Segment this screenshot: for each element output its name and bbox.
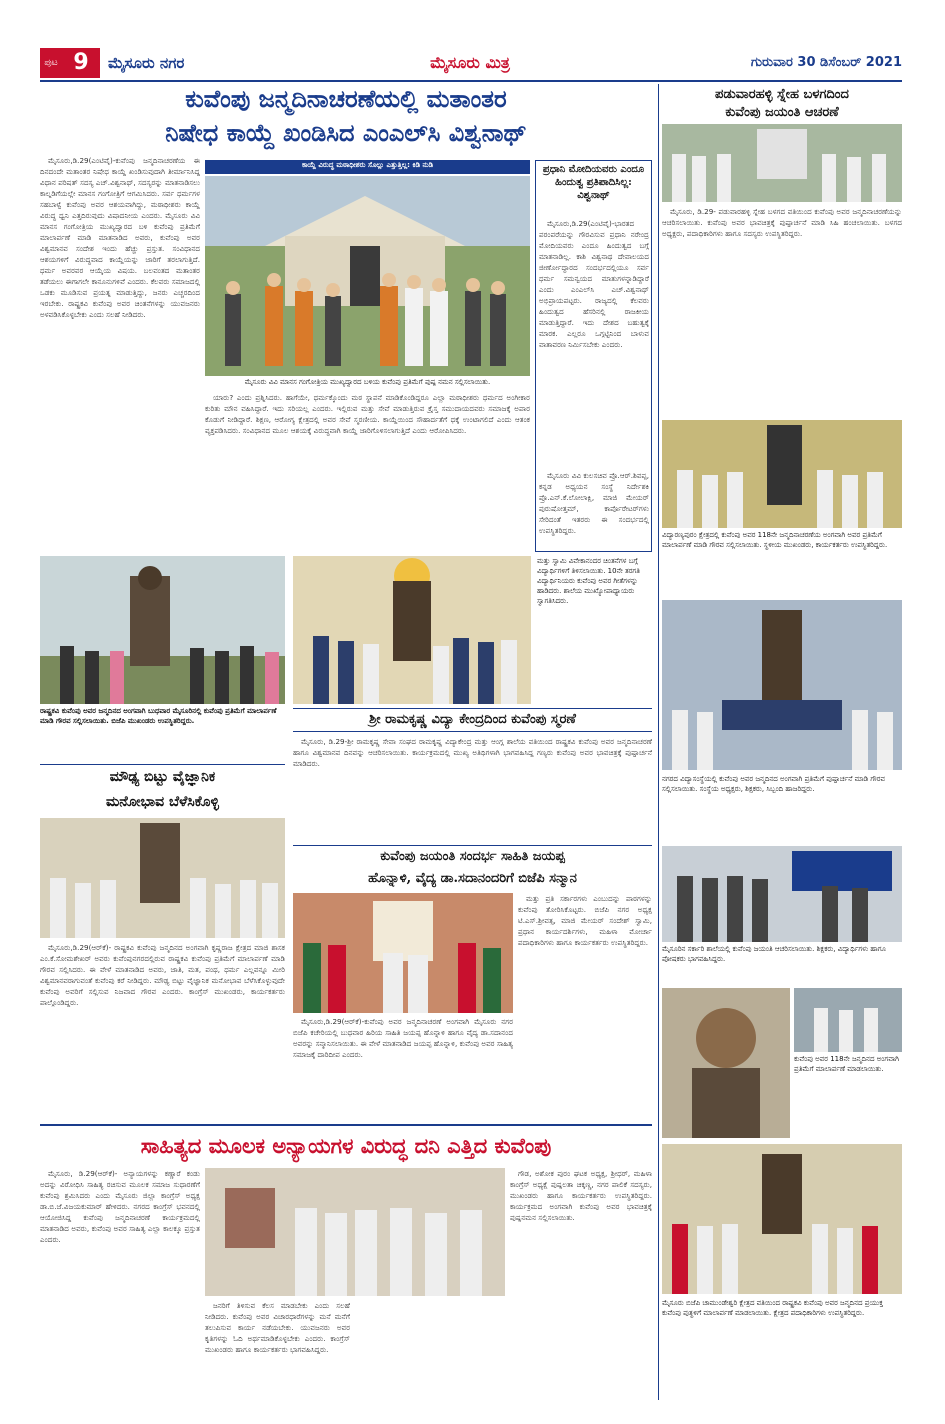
main-article-body-mid: ಯಾರು? ಎಂದು ಪ್ರಶ್ನಿಸಿದರು. ಹಾಗೆಯೇ, ಧರ್ಮಕ್ಕೊಂದು ಮಠ ಸ್ಥಾಪನೆ ಮಾಡಿಕೊಂಡಿದ್ದರೂ ಎಲ್ಲಾ ಮಠಾಧೀಶರು ಧರ್ಮದ ಅಂಗೀಕಾರ ಕುರಿತು ಮೌನ ವಹಿಸಿದ್ದಾರೆ. ಇದು ಸರಿಯಲ್ಲ ಎಂದರು. ಇಲ್ಲಿರುವ ಮತ್ತು ಸೇವೆ ಮಾಡುತ್ತಿರುವ ಕ್ರೈಸ್ತ ಸಮುದಾಯದವರು ಸಮಾಜಕ್ಕೆ ಅಪಾರ ಕೊಡುಗೆ ನೀಡಿದ್ದಾರೆ. ಶಿಕ್ಷಣ, ಆರೋಗ್ಯ ಕ್ಷೇತ್ರದಲ್ಲಿ ಅವರ ಸೇವೆ ಸ್ಮರಣೀಯ. ಕಾಯ್ದೆಯಿಂದ ಸೌಹಾರ್ದತೆಗೆ ಧಕ್ಕೆ ಉಂಟಾಗಲಿದೆ ಎಂದು ಆತಂಕ ವ್ಯಕ್ತಪಡಿಸಿದರು. ಸಂವಿಧಾನದ ಮೂಲ ಆಶಯಕ್ಕೆ ವಿರುದ್ಧವಾಗಿ ಕಾಯ್ದೆ ಜಾರಿಗೊಳಿಸಲಾಗುತ್ತಿದೆ ಎಂದು ಆರೋಪಿಸಿದರು. bbox=[205, 393, 530, 435]
side-article-body: ಮೈಸೂರು,ಡಿ.29(ಎಂಟಿವೈ)-ಭಾರತದ ಪರಂಪರೆಯನ್ನು ಗೌರವಿಸುವ ಪ್ರಧಾನಿ ನರೇಂದ್ರ ಮೋದಿಯವರು ಎಂದೂ ಹಿಂದುತ್ವದ ಬಗ್ಗೆ ಮಾತನಾಡಿಲ್ಲ. ಕಾಶಿ ವಿಶ್ವನಾಥ ದೇವಾಲಯದ ಜೀರ್ಣೋದ್ಧಾರದ ಸಂದರ್ಭದಲ್ಲಿಯೂ ಸರ್ವ ಧರ್ಮ ಸಮನ್ವಯದ ಮಾತುಗಳನ್ನಾಡಿದ್ದಾರೆ ಎಂದು ಎಂಎಲ್‌ಸಿ ಎಚ್.ವಿಶ್ವನಾಥ್ ಅಭಿಪ್ರಾಯಪಟ್ಟರು. ರಾಜ್ಯದಲ್ಲಿ ಕೆಲವರು ಹಿಂದುತ್ವದ ಹೆಸರಿನಲ್ಲಿ ರಾಜಕೀಯ ಮಾಡುತ್ತಿದ್ದಾರೆ. ಇದು ದೇಶದ ಬಹುತ್ವಕ್ಕೆ ಮಾರಕ. ಎಲ್ಲರೂ ಒಗ್ಗಟ್ಟಿನಿಂದ ಬಾಳುವ ವಾತಾವರಣ ನಿರ್ಮಿಸಬೇಕು ಎಂದರು. bbox=[539, 219, 649, 349]
photo-right-7 bbox=[662, 1144, 902, 1294]
bottom-headline: ಸಾಹಿತ್ಯದ ಮೂಲಕ ಅನ್ಯಾಯಗಳ ವಿರುದ್ಧ ದನಿ ಎತ್ತಿದ ಕುವೆಂಪು bbox=[40, 1124, 652, 1166]
jayappa-body: ಮೈಸೂರು,ಡಿ.29(ಆರ್‌ಕೆ)-ಕುವೆಂಪು ಅವರ ಜನ್ಮದಿನಾಚರಣೆ ಅಂಗವಾಗಿ ಮೈಸೂರು ನಗರ ಬಿಜೆಪಿ ಕಚೇರಿಯಲ್ಲಿ ಬುಧವಾರ ಹಿರಿಯ ಸಾಹಿತಿ ಜಯಪ್ಪ ಹೊನ್ನಾಳಿ ಹಾಗೂ ವೈದ್ಯ ಡಾ.ಸದಾನಂದ ಅವರನ್ನು ಸನ್ಮಾನಿಸಲಾಯಿತು. ಈ ವೇಳೆ ಮಾತನಾಡಿದ ಜಯಪ್ಪ ಹೊನ್ನಾಳಿ, ಕುವೆಂಪು ಅವರ ಸಾಹಿತ್ಯ ಸಮಾಜಕ್ಕೆ ದಾರಿದೀಪ ಎಂದರು. bbox=[293, 1017, 513, 1059]
right-caption-4: ಕುವೆಂಪು ಅವರ 118ನೇ ಜನ್ಮದಿನದ ಅಂಗವಾಗಿ ಪ್ರತಿಮೆಗೆ ಮಾಲಾರ್ಪಣೆ ಮಾಡಲಾಯಿತು. bbox=[794, 1054, 902, 1138]
bottom-body-mid: ಜನರಿಗೆ ತಿಳಿಸುವ ಕೆಲಸ ಮಾಡಬೇಕು ಎಂದು ಸಲಹೆ ನೀಡಿದರು. ಕುವೆಂಪು ಅವರ ವಿಚಾರಧಾರೆಗಳನ್ನು ಮನೆ ಮನೆಗೆ ತಲುಪಿಸುವ ಕಾರ್ಯ ನಡೆಯಬೇಕು. ಯುವಜನರು ಅವರ ಕೃತಿಗಳನ್ನು ಓದಿ ಅರ್ಥಮಾಡಿಕೊಳ್ಳಬೇಕು ಎಂದರು. ಕಾಂಗ್ರೆಸ್ ಮುಖಂಡರು ಹಾಗೂ ಕಾರ್ಯಕರ್ತರು ಭಾಗವಹಿಸಿದ್ದರು. bbox=[205, 1301, 350, 1354]
mowdhya-body: ಮೈಸೂರು,ಡಿ.29(ಆರ್‌ಕೆ)- ರಾಷ್ಟ್ರಕವಿ ಕುವೆಂಪು ಜನ್ಮದಿನದ ಅಂಗವಾಗಿ ಕೃಷ್ಣರಾಜ ಕ್ಷೇತ್ರದ ಮಾಜಿ ಶಾಸಕ ಎಂ.ಕೆ.ಸೋಮಶೇಖರ್ ಅವರು ಕುವೆಂಪುನಗರದಲ್ಲಿರುವ ರಾಷ್ಟ್ರಕವಿ ಕುವೆಂಪು ಪ್ರತಿಮೆಗೆ ಮಾಲಾರ್ಪಣೆ ಮಾಡಿ ಗೌರವ ಸಲ್ಲಿಸಿದರು. ಈ ವೇಳೆ ಮಾತನಾಡಿದ ಅವರು, ಜಾತಿ, ಮತ, ಪಂಥ, ಧರ್ಮ ಎಲ್ಲವನ್ನೂ ಮೀರಿ ವಿಶ್ವಮಾನವರಾಗುವಂತೆ ಕುವೆಂಪು ಕರೆ ನೀಡಿದ್ದರು. ಮೌಢ್ಯ ಬಿಟ್ಟು ವೈಜ್ಞಾನಿಕ ಮನೋಭಾವ ಬೆಳೆಸಿಕೊಳ್ಳುವುದೇ ಕುವೆಂಪು ಅವರಿಗೆ ಸಲ್ಲಿಸುವ ನಿಜವಾದ ಗೌರವ ಎಂದರು. ಕಾಂಗ್ರೆಸ್ ಮುಖಂಡರು, ಕಾರ್ಯಕರ್ತರು ಪಾಲ್ಗೊಂಡಿದ್ದರು. bbox=[40, 943, 285, 1007]
main-photo-caption: ಕಾಯ್ದೆ ವಿರುದ್ಧ ಮಠಾಧೀಶರು ಸೊಲ್ಲು ಎತ್ತುತ್ತಿಲ್ಲ: ಕಿಡಿ ನುಡಿ bbox=[205, 160, 530, 174]
bottom-body-right: ಗೌಡ, ಅಶೋಕ ಪುರಂ ಘಟಕ ಅಧ್ಯಕ್ಷ, ಶ್ರೀಧರ್, ಮಹಿಳಾ ಕಾಂಗ್ರೆಸ್ ಅಧ್ಯಕ್ಷೆ ಪುಷ್ಪಲತಾ ಚಿಕ್ಕಣ್ಣ, ನಗರ ಪಾಲಿಕೆ ಸದಸ್ಯರು, ಮುಖಂಡರು ಹಾಗೂ ಕಾರ್ಯಕರ್ತರು ಉಪಸ್ಥಿತರಿದ್ದರು. ಕಾರ್ಯಕ್ರಮದ ಅಂಗವಾಗಿ ಕುವೆಂಪು ಅವರ ಭಾವಚಿತ್ರಕ್ಕೆ ಪುಷ್ಪನಮನ ಸಲ್ಲಿಸಲಾಯಿತು. bbox=[510, 1169, 652, 1222]
photo-jayappa bbox=[293, 893, 513, 1013]
jayappa-body-2: ಮತ್ತು ಪ್ರತಿ ಸರ್ಕಾರಗಳು ಎಂಬುದನ್ನು ಪಾಠಗಳನ್ನು ಕುವೆಂಪು ತೋರಿಸಿಕೊಟ್ಟರು. ಬಿಜೆಪಿ ನಗರ ಅಧ್ಯಕ್ಷ ಟಿ.ಎಸ್.ಶ್ರೀವತ್ಸ, ಮಾಜಿ ಮೇಯರ್ ಸಂದೇಶ್ ಸ್ವಾಮಿ, ಪ್ರಧಾನ ಕಾರ್ಯದರ್ಶಿಗಳು, ಮಹಿಳಾ ಮೋರ್ಚಾ ಪದಾಧಿಕಾರಿಗಳು ಹಾಗೂ ಕಾರ್ಯಕರ್ತರು ಉಪಸ್ಥಿತರಿದ್ದರು. bbox=[518, 894, 652, 947]
column-divider bbox=[658, 84, 659, 1400]
photo-bottom bbox=[205, 1168, 505, 1296]
right-caption-5: ಮೈಸೂರು ಬಿಜೆಪಿ ಚಾಮುಂಡೇಶ್ವರಿ ಕ್ಷೇತ್ರದ ವತಿಯಿಂದ ರಾಷ್ಟ್ರಕವಿ ಕುವೆಂಪು ಅವರ ಜನ್ಮದಿನದ ಪ್ರಯುಕ್ತ ಕುವೆಂಪು ಪುತ್ಥಳಿಗೆ ಮಾಲಾರ್ಪಣೆ ಮಾಡಲಾಯಿತು. ಕ್ಷೇತ್ರದ ಪದಾಧಿಕಾರಿಗಳು ಉಪಸ್ಥಿತರಿದ್ದರು. bbox=[662, 1298, 902, 1400]
photo-right-4 bbox=[662, 846, 902, 942]
jayappa-headline-1: ಕುವೆಂಪು ಜಯಂತಿ ಸಂದರ್ಭ ಸಾಹಿತಿ ಜಯಪ್ಪ bbox=[293, 845, 652, 868]
issue-date: ಗುರುವಾರ 30 ಡಿಸೆಂಬರ್ 2021 bbox=[750, 55, 902, 70]
right-caption-3: ಮೈಸೂರಿನ ಸರ್ಕಾರಿ ಶಾಲೆಯಲ್ಲಿ ಕುವೆಂಪು ಜಯಂತಿ ಆಚರಿಸಲಾಯಿತು. ಶಿಕ್ಷಕರು, ವಿದ್ಯಾರ್ಥಿಗಳು ಹಾಗೂ ಪೋಷಕರು ಭಾಗವಹಿಸಿದ್ದರು. bbox=[662, 944, 902, 984]
main-photo bbox=[205, 176, 530, 376]
page-number: 9 bbox=[62, 48, 100, 78]
right-caption-2: ನಗರದ ವಿದ್ಯಾಸಂಸ್ಥೆಯಲ್ಲಿ ಕುವೆಂಪು ಅವರ ಜನ್ಮದಿನದ ಅಂಗವಾಗಿ ಪ್ರತಿಮೆಗೆ ಪುಷ್ಪಾರ್ಚನೆ ಮಾಡಿ ಗೌರವ ಸಲ್ಲಿಸಲಾಯಿತು. ಸಂಸ್ಥೆಯ ಅಧ್ಯಕ್ಷರು, ಶಿಕ್ಷಕರು, ಸಿಬ್ಬಂದಿ ಹಾಜರಿದ್ದರು. bbox=[662, 774, 902, 844]
main-headline-line-1: ಕುವೆಂಪು ಜನ್ಮದಿನಾಚರಣೆಯಲ್ಲಿ ಮತಾಂತರ bbox=[185, 84, 507, 113]
right-headline-2: ಕುವೆಂಪು ಜಯಂತಿ ಆಚರಣೆ bbox=[725, 105, 839, 120]
photo-right-2 bbox=[662, 420, 902, 528]
photo-mowdhya bbox=[40, 818, 285, 938]
side-article-body-2: ಮೈಸೂರು ವಿವಿ ಕುಲಸಚಿವ ಪ್ರೊ.ಆರ್.ಶಿವಪ್ಪ, ಕನ್ನಡ ಅಧ್ಯಯನ ಸಂಸ್ಥೆ ನಿರ್ದೇಶಕಿ ಪ್ರೊ.ಎನ್.ಕೆ.ಲೋಲಾಕ್ಷಿ, ಮಾಜಿ ಮೇಯರ್ ಪುರುಷೋತ್ತಮ್, ಕಾರ್ಪೊರೇಟರ್‌ಗಳು ಸೇರಿದಂತೆ ಇತರರು ಈ ಸಂದರ್ಭದಲ್ಲಿ ಉಪಸ್ಥಿತರಿದ್ದರು. bbox=[539, 471, 649, 535]
paduvarahalli-body: ಮೈಸೂರು, ಡಿ.29- ಪಡುವಾರಹಳ್ಳಿ ಸ್ನೇಹ ಬಳಗದ ವತಿಯಿಂದ ಕುವೆಂಪು ಅವರ ಜನ್ಮದಿನಾಚರಣೆಯನ್ನು ಆಚರಿಸಲಾಯಿತು. ಕುವೆಂಪು ಅವರ ಭಾವಚಿತ್ರಕ್ಕೆ ಪುಷ್ಪಾರ್ಚನೆ ಮಾಡಿ ಸಿಹಿ ಹಂಚಲಾಯಿತು. ಬಳಗದ ಅಧ್ಯಕ್ಷರು, ಪದಾಧಿಕಾರಿಗಳು ಹಾಗೂ ಸದಸ್ಯರು ಉಪಸ್ಥಿತರಿದ್ದರು. bbox=[662, 207, 902, 238]
main-photo-subcaption: ಮೈಸೂರು ವಿವಿ ಮಾನಸ ಗಂಗೋತ್ರಿಯ ಮುಖ್ಯದ್ವಾರದ ಬಳಿಯ ಕುವೆಂಪು ಪ್ರತಿಮೆಗೆ ಪುಷ್ಪ ನಮನ ಸಲ್ಲಿಸಲಾಯಿತು. bbox=[205, 377, 530, 389]
main-article-body-left: ಮೈಸೂರು,ಡಿ.29(ಎಂಟಿವೈ)-ಕುವೆಂಪು ಜನ್ಮದಿನಾಚರಣೆಯ ಈ ದಿನದಂದೇ ಮತಾಂತರ ನಿಷೇಧ ಕಾಯ್ದೆ ಖಂಡಿಸುವುದಾಗಿ ತೀರ್ಮಾನಿಸಿದ್ದ ವಿಧಾನ ಪರಿಷತ್ ಸದಸ್ಯ ಎಚ್.ವಿಶ್ವನಾಥ್, ಸದಸ್ಯರನ್ನು ಮಾತನಾಡಿಸಲು ಕಾಲ್ನಡಿಗೆಯಲ್ಲೇ ಮಾನಸ ಗಂಗೋತ್ರಿಗೆ ಆಗಮಿಸಿದರು. ಸರ್ವ ಧರ್ಮಗಳ ಸಹಬಾಳ್ವೆ ಕುವೆಂಪು ಅವರ ಆಶಯವಾಗಿದ್ದು, ಮಠಾಧೀಶರು ಕಾಯ್ದೆ ವಿರುದ್ಧ ಧ್ವನಿ ಎತ್ತದಿರುವುದು ವಿಷಾದನೀಯ ಎಂದರು. ಮೈಸೂರು ವಿವಿ ಮಾನಸ ಗಂಗೋತ್ರಿಯ ಮುಖ್ಯದ್ವಾರದ ಬಳಿ ಕುವೆಂಪು ಪ್ರತಿಮೆಗೆ ಮಾಲಾರ್ಪಣೆ ಮಾಡಿ ಮಾತನಾಡಿದ ಅವರು, ಕುವೆಂಪು ಅವರ ವಿಶ್ವಮಾನವ ಸಂದೇಶ ಇಂದು ಹೆಚ್ಚು ಪ್ರಸ್ತುತ. ಸಂವಿಧಾನದ ಆಶಯಗಳಿಗೆ ವಿರುದ್ಧವಾದ ಕಾಯ್ದೆಯನ್ನು ಜಾರಿಗೆ ತರಲಾಗುತ್ತಿದೆ. ಧರ್ಮ ಅವರವರ ಆಯ್ಕೆಯ ವಿಷಯ. ಬಲವಂತದ ಮತಾಂತರ ತಡೆಯಲು ಈಗಾಗಲೇ ಕಾನೂನುಗಳಿವೆ ಎಂದರು. ಕೆಲವರು ಸಮಾಜದಲ್ಲಿ ಒಡಕು ಮೂಡಿಸುವ ಪ್ರಯತ್ನ ಮಾಡುತ್ತಿದ್ದು, ಜನರು ಎಚ್ಚರದಿಂದ ಇರಬೇಕು. ರಾಷ್ಟ್ರಕವಿ ಕುವೆಂಪು ಅವರ ಚಿಂತನೆಗಳನ್ನು ಯುವಜನರು ಅಳವಡಿಸಿಕೊಳ್ಳಬೇಕು ಎಂದು ಸಲಹೆ ನೀಡಿದರು. bbox=[40, 156, 200, 319]
photo-right-5 bbox=[662, 988, 790, 1138]
masthead-logo: ಮೈಸೂರು ಮಿತ್ರ bbox=[430, 53, 510, 72]
photo-paduvarahalli bbox=[662, 124, 902, 202]
right-caption-1: ವಿದ್ಯಾರಣ್ಯಪುರಂ ಕ್ಷೇತ್ರದಲ್ಲಿ ಕುವೆಂಪು ಅವರ 118ನೇ ಜನ್ಮದಿನಾಚರಣೆಯ ಅಂಗವಾಗಿ ಅವರ ಪ್ರತಿಮೆಗೆ ಮಾಲಾರ್ಪಣೆ ಮಾಡಿ ಗೌರವ ಸಲ್ಲಿಸಲಾಯಿತು. ಸ್ಥಳೀಯ ಮುಖಂಡರು, ಕಾರ್ಯಕರ್ತರು ಉಪಸ್ಥಿತರಿದ್ದರು. bbox=[662, 530, 902, 598]
main-headline-line-2: ನಿಷೇಧ ಕಾಯ್ದೆ ಖಂಡಿಸಿದ ಎಂಎಲ್‌ಸಿ ವಿಶ್ವನಾಥ್ bbox=[165, 118, 527, 147]
jayappa-headline-2: ಹೊನ್ನಾಳಿ, ವೈದ್ಯ ಡಾ.ಸದಾನಂದರಿಗೆ ಬಿಜೆಪಿ ಸನ್ಮಾನ bbox=[368, 871, 577, 886]
photo-ramakrishna bbox=[293, 556, 531, 704]
section-title: ಮೈಸೂರು ನಗರ bbox=[108, 54, 185, 72]
side-article-headline: ಪ್ರಧಾನಿ ಮೋದಿಯವರು ಎಂದೂ ಹಿಂದುತ್ವ ಪ್ರತಿಪಾದಿಸಿಲ್ಲ: ವಿಶ್ವನಾಥ್ bbox=[542, 164, 645, 201]
bottom-body-left: ಮೈಸೂರು, ಡಿ.29(ಆರ್‌ಕೆ)- ಅನ್ಯಾಯಗಳನ್ನು ಕಣ್ಣಾರೆ ಕಂಡು ಅದನ್ನು ವಿರೋಧಿಸಿ ಸಾಹಿತ್ಯ ರಚಿಸುವ ಮೂಲಕ ಸಮಾಜ ಸುಧಾರಣೆಗೆ ಕುವೆಂಪು ಶ್ರಮಿಸಿದರು ಎಂದು ಮೈಸೂರು ಜಿಲ್ಲಾ ಕಾಂಗ್ರೆಸ್ ಅಧ್ಯಕ್ಷ ಡಾ.ಬಿ.ಜೆ.ವಿಜಯಕುಮಾರ್ ಹೇಳಿದರು. ನಗರದ ಕಾಂಗ್ರೆಸ್ ಭವನದಲ್ಲಿ ಆಯೋಜಿಸಿದ್ದ ಕುವೆಂಪು ಜನ್ಮದಿನಾಚರಣೆ ಕಾರ್ಯಕ್ರಮದಲ್ಲಿ ಮಾತನಾಡಿದ ಅವರು, ಕುವೆಂಪು ಅವರ ಸಾಹಿತ್ಯ ಎಲ್ಲಾ ಕಾಲಕ್ಕೂ ಪ್ರಸ್ತುತ ಎಂದರು. bbox=[40, 1169, 200, 1244]
ramakrishna-body: ಮೈಸೂರು, ಡಿ.29-ಶ್ರೀ ರಾಮಕೃಷ್ಣ ಸೇವಾ ಸಂಘದ ರಾಮಕೃಷ್ಣ ವಿದ್ಯಾಕೇಂದ್ರ ಮತ್ತು ಆಂಗ್ಲ ಶಾಲೆಯ ವತಿಯಿಂದ ರಾಷ್ಟ್ರಕವಿ ಕುವೆಂಪು ಅವರ ಜನ್ಮದಿನಾಚರಣೆ ಹಾಗೂ ವಿಶ್ವಮಾನವ ದಿನವನ್ನು ಆಚರಿಸಲಾಯಿತು. ಕಾರ್ಯಕ್ರಮದಲ್ಲಿ ಮುಖ್ಯ ಅತಿಥಿಗಳಾಗಿ ಭಾಗವಹಿಸಿದ್ದ ಗಣ್ಯರು ಕುವೆಂಪು ಅವರ ಭಾವಚಿತ್ರಕ್ಕೆ ಪುಷ್ಪಾರ್ಚನೆ ಮಾಡಿದರು. bbox=[293, 737, 652, 768]
photo-kuvempu-statue-1 bbox=[40, 556, 285, 704]
ramakrishna-headline: ಶ್ರೀ ರಾಮಕೃಷ್ಣ ವಿದ್ಯಾ ಕೇಂದ್ರದಿಂದ ಕುವೆಂಪು ಸ್ಮರಣೆ bbox=[293, 708, 652, 732]
mowdhya-headline-1: ಮೌಢ್ಯ ಬಿಟ್ಟು ವೈಜ್ಞಾನಿಕ bbox=[40, 764, 285, 789]
right-headline-1: ಪಡುವಾರಹಳ್ಳಿ ಸ್ನೇಹ ಬಳಗದಿಂದ bbox=[715, 87, 849, 102]
photo-right-6 bbox=[794, 988, 902, 1052]
page-prefix: ಪುಟ bbox=[40, 48, 62, 78]
header-rule bbox=[40, 80, 902, 82]
mowdhya-headline-2: ಮನೋಭಾವ ಬೆಳೆಸಿಕೊಳ್ಳಿ bbox=[105, 794, 219, 810]
photo-1-caption: ರಾಷ್ಟ್ರಕವಿ ಕುವೆಂಪು ಅವರ ಜನ್ಮದಿನದ ಅಂಗವಾಗಿ ಬುಧವಾರ ಮೈಸೂರಿನಲ್ಲಿ ಕುವೆಂಪು ಪ್ರತಿಮೆಗೆ ಮಾಲಾರ್ಪಣೆ ಮಾಡಿ ಗೌರವ ಸಲ್ಲಿಸಲಾಯಿತು. ಬಿಜೆಪಿ ಮುಖಂಡರು ಉಪಸ್ಥಿತರಿದ್ದರು. bbox=[40, 706, 285, 748]
ramakrishna-side-text: ಮತ್ತು ಸ್ವಾಮಿ ವಿವೇಕಾನಂದರ ಚಿಂತನೆಗಳ ಬಗ್ಗೆ ವಿದ್ಯಾರ್ಥಿಗಳಿಗೆ ತಿಳಿಸಲಾಯಿತು. 10ನೇ ತರಗತಿ ವಿದ್ಯಾರ್ಥಿನಿಯರು ಕುವೆಂಪು ಅವರ ಗೀತೆಗಳನ್ನು ಹಾಡಿದರು. ಶಾಲೆಯ ಮುಖ್ಯೋಪಾಧ್ಯಾಯರು ಸ್ವಾಗತಿಸಿದರು. bbox=[537, 556, 652, 704]
photo-right-3 bbox=[662, 600, 902, 770]
